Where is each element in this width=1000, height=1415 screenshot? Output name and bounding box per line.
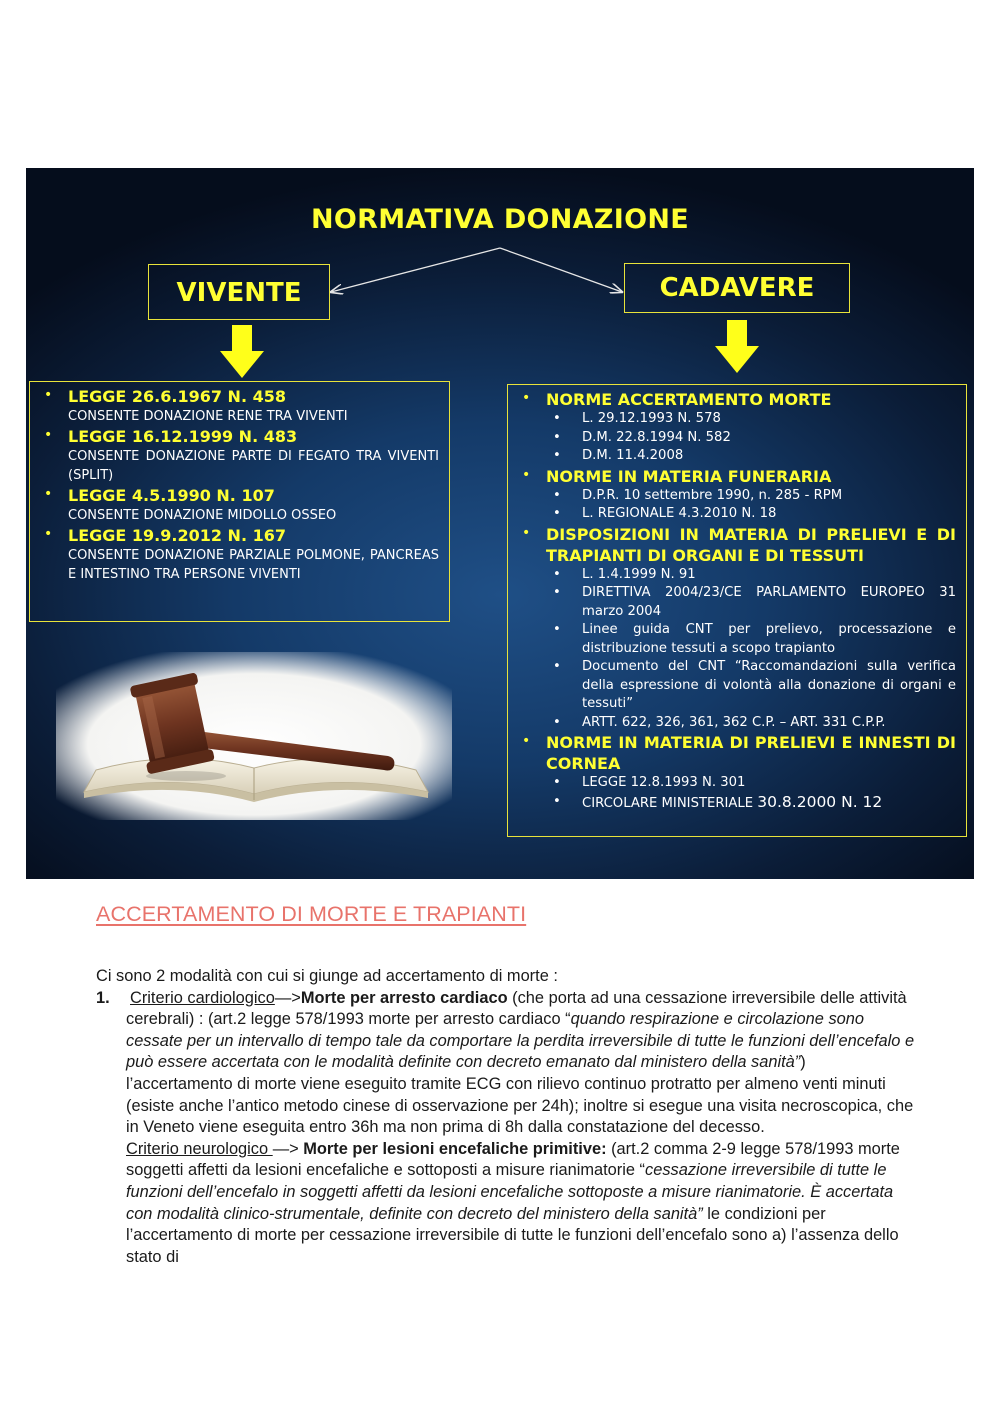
list-item: • D.M. 22.8.1994 N. 582 [546, 429, 956, 448]
vivente-panel [29, 381, 450, 622]
list-item: • Linee guida CNT per prelievo, processazione e distribuzione tessuti a scopo trapianto [546, 621, 956, 658]
list-item [40, 426, 439, 485]
paragraph-text: le condizioni per l’accertamento di morte per cessazione irreversibile di tutte le funzioni dell’encefalo sono a) l’assenza dello stato di [126, 1204, 899, 1266]
section-title: • NORME IN MATERIA DI PRELIEVI E INNESTI DI CORNEA [546, 733, 956, 773]
list-item: • D.M. 11.4.2008 [546, 447, 956, 466]
paragraph-text: ) l’accertamento di morte viene eseguito tramite ECG con rilievo continuo protratto per almeno venti minuti (esiste anche l’antico metodo cinese di osservazione per 24h); inoltre si esegue una visita necroscopica, che in Veneto viene eseguita entro 36h ma non prima di 8h dalla constatazione del decesso. [126, 1053, 914, 1137]
list-item [518, 524, 956, 733]
law-title: • LEGGE 4.5.1990 N. 107 [68, 486, 275, 505]
document-body [96, 966, 916, 1268]
arrow-text: —> [274, 988, 301, 1007]
section-title: • NORME IN MATERIA FUNERARIA [546, 466, 832, 486]
italic-quote: quando respirazione e circolazione sono cessate per un intervallo di tempo tale da comportare la perdita irreversibile di tutte le funzioni dell’encefalo e può essere accertata con le modalità definite con decreto emanato dal ministero della sanità” [126, 1010, 915, 1072]
paragraph-text: (che porta ad una cessazione irreversibile delle attività cerebrali) : (art.2 legge 578/1993 morte per arresto cardiaco “ [126, 988, 907, 1029]
law-title: • LEGGE 16.12.1999 N. 483 [68, 427, 298, 446]
list-item: • LEGGE 12.8.1993 N. 301 [546, 774, 956, 793]
criterion-label: Criterio cardiologico [130, 988, 275, 1007]
down-arrow-right-icon [715, 320, 759, 373]
italic-quote: cessazione irreversibile di tutte le funzioni dell’encefalo in soggetti affetti da lesioni encefaliche sottoposte a misure rianimatorie. È accertata con modalità clinico-strumentale, definite con decreto del ministero della sanità” [126, 1161, 894, 1223]
gavel-on-book-image [56, 652, 452, 820]
list-item [518, 732, 956, 813]
vivente-law-list [40, 386, 439, 584]
section-title: • NORME ACCERTAMENTO MORTE [546, 390, 832, 409]
list-item: • L. REGIONALE 4.3.2010 N. 18 [546, 505, 956, 524]
cadavere-section-list [518, 389, 956, 813]
circolare-label: CIRCOLARE MINISTERIALE [582, 795, 758, 811]
list-item: • D.P.R. 10 settembre 1990, n. 285 - RPM [546, 487, 956, 506]
circolare-number: 30.8.2000 N. 12 [757, 792, 883, 811]
list-item [40, 386, 439, 426]
paragraph [126, 1139, 916, 1269]
bold-text: Morte per lesioni encefaliche primitive: [303, 1139, 607, 1158]
intro-paragraph: Ci sono 2 modalità con cui si giunge ad accertamento di morte : [96, 967, 558, 985]
branch-arrow-left [331, 248, 500, 292]
law-title: • LEGGE 26.6.1967 N. 458 [68, 387, 286, 406]
law-title: • LEGGE 19.9.2012 N. 167 [68, 526, 286, 545]
list-item [40, 485, 439, 525]
law-description: CONSENTE DONAZIONE RENE TRA VIVENTI [68, 409, 348, 424]
law-description: CONSENTE DONAZIONE MIDOLLO OSSEO [68, 508, 337, 523]
section-title: • DISPOSIZIONI IN MATERIA DI PRELIEVI E DI TRAPIANTI DI ORGANI E DI TESSUTI [546, 524, 956, 565]
bold-text: Morte per arresto cardiaco [300, 988, 508, 1007]
list-item: • L. 29.12.1993 N. 578 [546, 410, 956, 429]
cadavere-panel [507, 384, 967, 837]
branch-arrow-right [500, 248, 622, 292]
cadavere-header: CADAVERE [624, 263, 850, 313]
list-item [518, 466, 956, 524]
slide-normativa-donazione [26, 168, 974, 879]
vivente-header: VIVENTE [148, 264, 330, 320]
list-item: • Documento del CNT “Raccomandazioni sulla verifica della espressione di volontà alla donazione di organi e tessuti” [546, 658, 956, 714]
paragraph-text: (art.2 comma 2-9 legge 578/1993 morte soggetti affetti da lesioni encefaliche e sottoposti a misure rianimatorie “ [126, 1139, 900, 1180]
slide-title: NORMATIVA DONAZIONE [310, 204, 689, 235]
section-heading: ACCERTAMENTO DI MORTE E TRAPIANTI [96, 902, 527, 926]
list-item [546, 793, 956, 814]
law-description: CONSENTE DONAZIONE PARTE DI FEGATO TRA VIVENTI (SPLIT) [68, 449, 439, 483]
list-item: • DIRETTIVA 2004/23/CE PARLAMENTO EUROPEO 31 marzo 2004 [546, 584, 956, 621]
down-arrow-left-icon [220, 325, 264, 378]
item-number: 1. [96, 988, 110, 1007]
list-item: • ARTT. 622, 326, 361, 362 C.P. – ART. 331 C.P.P. [546, 714, 956, 733]
list-item [40, 525, 439, 584]
list-item: • L. 1.4.1999 N. 91 [546, 566, 956, 585]
list-item [518, 389, 956, 466]
arrow-text: —> [272, 1139, 304, 1158]
list-item [96, 988, 916, 1139]
criterion-label: Criterio neurologico [126, 1139, 273, 1158]
law-description: CONSENTE DONAZIONE PARZIALE POLMONE, PANCREAS E INTESTINO TRA PERSONE VIVENTI [68, 548, 439, 582]
